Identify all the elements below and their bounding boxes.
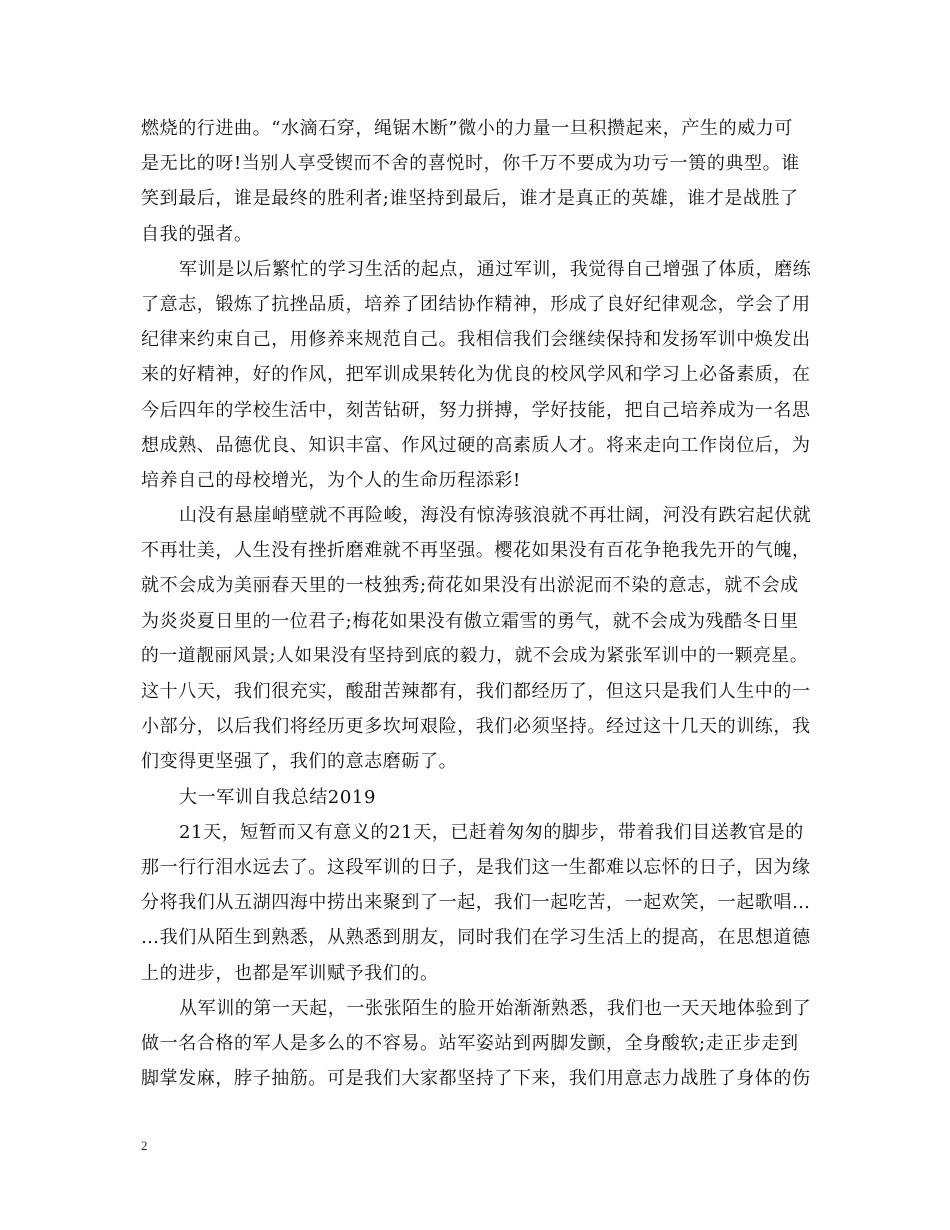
text-line: 这十八天，我们很充实，酸甜苦辣都有，我们都经历了，但这只是我们人生中的一: [141, 681, 811, 702]
text-line: …我们从陌生到熟悉，从熟悉到朋友，同时我们在学习生活上的提高，在思想道德: [141, 927, 811, 949]
text-line: 今后四年的学校生活中，刻苦钻研，努力拼搏，学好技能，把自己培养成为一名思: [141, 399, 811, 421]
text-line: 纪律来约束自己，用修养来规范自己。我相信我们会继续保持和发扬军训中焕发出: [141, 329, 811, 351]
text-line: 的一道靓丽风景;人如果没有坚持到底的毅力，就不会成为紧张军训中的一颗亮星。: [141, 645, 809, 666]
text-line: 想成熟、品德优良、知识丰富、作风过硬的高素质人才。将来走向工作岗位后，为: [141, 434, 811, 456]
text-line: 笑到最后，谁是最终的胜利者;谁坚持到最后，谁才是真正的英雄，谁才是战胜了: [141, 188, 799, 210]
document-body: [141, 111, 813, 1096]
text-line: 燃烧的行进曲。“水滴石穿，绳锯木断”微小的力量一旦积攒起来，产生的威力可: [141, 118, 794, 139]
text-line: 自我的强者。: [141, 223, 253, 245]
paragraph-first-line: 从军训的第一天起，一张张陌生的脸开始渐渐熟悉，我们也一天天地体验到了: [179, 997, 812, 1019]
paragraph-first-line: 军训是以后繁忙的学习生活的起点，通过军训，我觉得自己增强了体质，磨练: [179, 258, 812, 280]
text-line: 那一行行泪水远去了。这段军训的日子，是我们这一生都难以忘怀的日子，因为缘: [141, 856, 811, 878]
text-line: 小部分，以后我们将经历更多坎坷艰险，我们必须坚持。经过这十几天的训练，我: [141, 716, 811, 738]
text-line: 上的进步，也都是军训赋予我们的。: [141, 962, 439, 984]
text-line: 为炎炎夏日里的一位君子;梅花如果没有傲立霜雪的勇气，就不会成为残酷冬日里: [141, 610, 799, 632]
text-line: 培养自己的母校增光，为个人的生命历程添彩!: [141, 469, 521, 491]
text-line: 脚掌发麻，脖子抽筋。可是我们大家都坚持了下来，我们用意志力战胜了身体的伤: [141, 1068, 811, 1090]
text-line: 就不会成为美丽春天里的一枝独秀;荷花如果没有出淤泥而不染的意志，就不会成: [141, 575, 799, 597]
page-number: 2: [141, 1138, 148, 1153]
text-line: 不再壮美，人生没有挫折磨难就不再坚强。樱花如果没有百花争艳我先开的气魄，: [141, 540, 811, 562]
text-line: 了意志，锻炼了抗挫品质，培养了团结协作精神，形成了良好纪律观念，学会了用: [141, 293, 811, 315]
paragraph-first-line: 山没有悬崖峭壁就不再险峻，海没有惊涛骇浪就不再壮阔，河没有跌宕起伏就: [179, 505, 812, 527]
section-heading: 大一军训自我总结2019: [179, 786, 377, 808]
text-line: 来的好精神，好的作风，把军训成果转化为优良的校风学风和学习上必备素质，在: [141, 364, 811, 386]
text-line: 做一名合格的军人是多么的不容易。站军姿站到两脚发颤，全身酸软;走正步走到: [141, 1032, 799, 1054]
paragraph-first-line: 21天，短暂而又有意义的21天，已赶着匆匆的脚步，带着我们目送教官是的: [179, 821, 804, 843]
text-line: 分将我们从五湖四海中捞出来聚到了一起，我们一起吃苦，一起欢笑，一起歌唱…: [141, 892, 811, 914]
text-line: 们变得更坚强了，我们的意志磨砺了。: [141, 751, 458, 773]
text-line: 是无比的呀!当别人享受锲而不舍的喜悦时，你千万不要成为功亏一篑的典型。谁: [141, 153, 800, 175]
